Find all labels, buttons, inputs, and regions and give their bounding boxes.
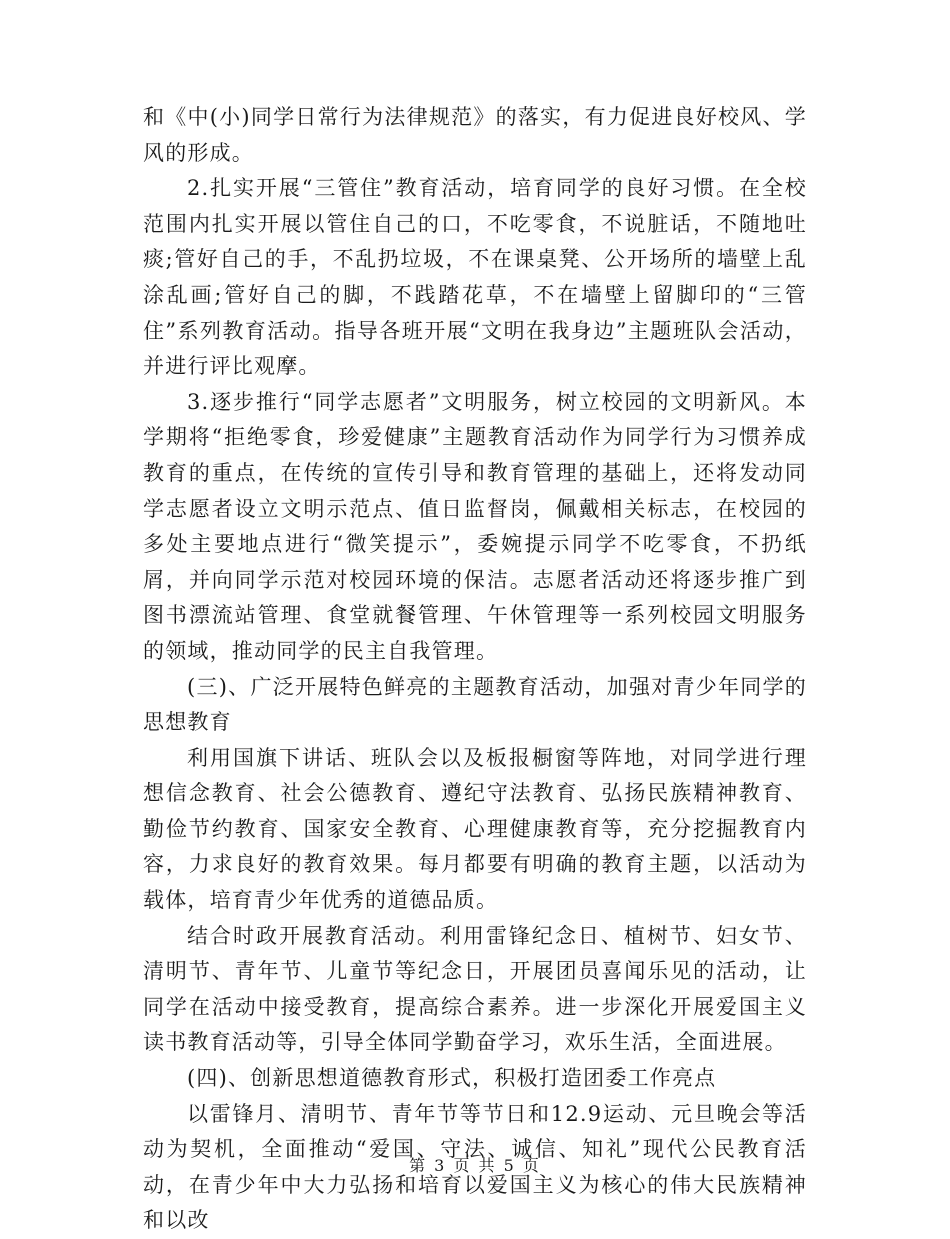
paragraph: 结合时政开展教育活动。利用雷锋纪念日、植树节、妇女节、清明节、青年节、儿童节等纪念日，开展团员喜闻乐见的活动，让同学在活动中接受教育，提高综合素养。进一步深化开展爱国主义读书教育活动等，引导全体同学勤奋学习，欢乐生活，全面进展。 — [143, 923, 807, 1055]
paragraph-item-2: 2.扎实开展“三管住”教育活动，培育同学的良好习惯。在全校范围内扎实开展以管住自己的口，不吃零食，不说脏话，不随地吐痰;管好自己的手，不乱扔垃圾，不在课桌凳、公开场所的墙壁上乱涂乱画;管好自己的脚，不践踏花草，不在墙壁上留脚印的“三管住”系列教育活动。指导各班开展“文明在我身边”主题班队会活动，并进行评比观摩。 — [143, 176, 807, 379]
page-number-footer: 第 3 页 共 5 页 — [409, 1156, 541, 1175]
paragraph-continuation: 和《中(小)同学日常行为法律规范》的落实，有力促进良好校风、学风的形成。 — [143, 105, 807, 165]
section-heading-3: (三)、广泛开展特色鲜亮的主题教育活动，加强对青少年同学的思想教育 — [143, 674, 807, 735]
document-body — [143, 100, 807, 1239]
paragraph: 以雷锋月、清明节、青年节等节日和12.9运动、元旦晚会等活动为契机，全面推动“爱国、守法、诚信、知礼”现代公民教育活动，在青少年中大力弘扬和培育以爱国主义为核心的伟大民族精神和以改 — [143, 1101, 807, 1233]
paragraph: 利用国旗下讲话、班队会以及板报橱窗等阵地，对同学进行理想信念教育、社会公德教育、遵纪守法教育、弘扬民族精神教育、勤俭节约教育、国家安全教育、心理健康教育等，充分挖掘教育内容，力求良好的教育效果。每月都要有明确的教育主题，以活动为载体，培育青少年优秀的道德品质。 — [143, 745, 807, 913]
section-heading-4: (四)、创新思想道德教育形式，积极打造团委工作亮点 — [187, 1066, 717, 1091]
paragraph-item-3: 3.逐步推行“同学志愿者”文明服务，树立校园的文明新风。本学期将“拒绝零食，珍爱健康”主题教育活动作为同学行为习惯养成教育的重点，在传统的宣传引导和教育管理的基础上，还将发动同学志愿者设立文明示范点、值日监督岗，佩戴相关标志，在校园的多处主要地点进行“微笑提示”，委婉提示同学不吃零食，不扔纸屑，并向同学示范对校园环境的保洁。志愿者活动还将逐步推广到图书漂流站管理、食堂就餐管理、午休管理等一系列校园文明服务的领域，推动同学的民主自我管理。 — [143, 389, 807, 663]
